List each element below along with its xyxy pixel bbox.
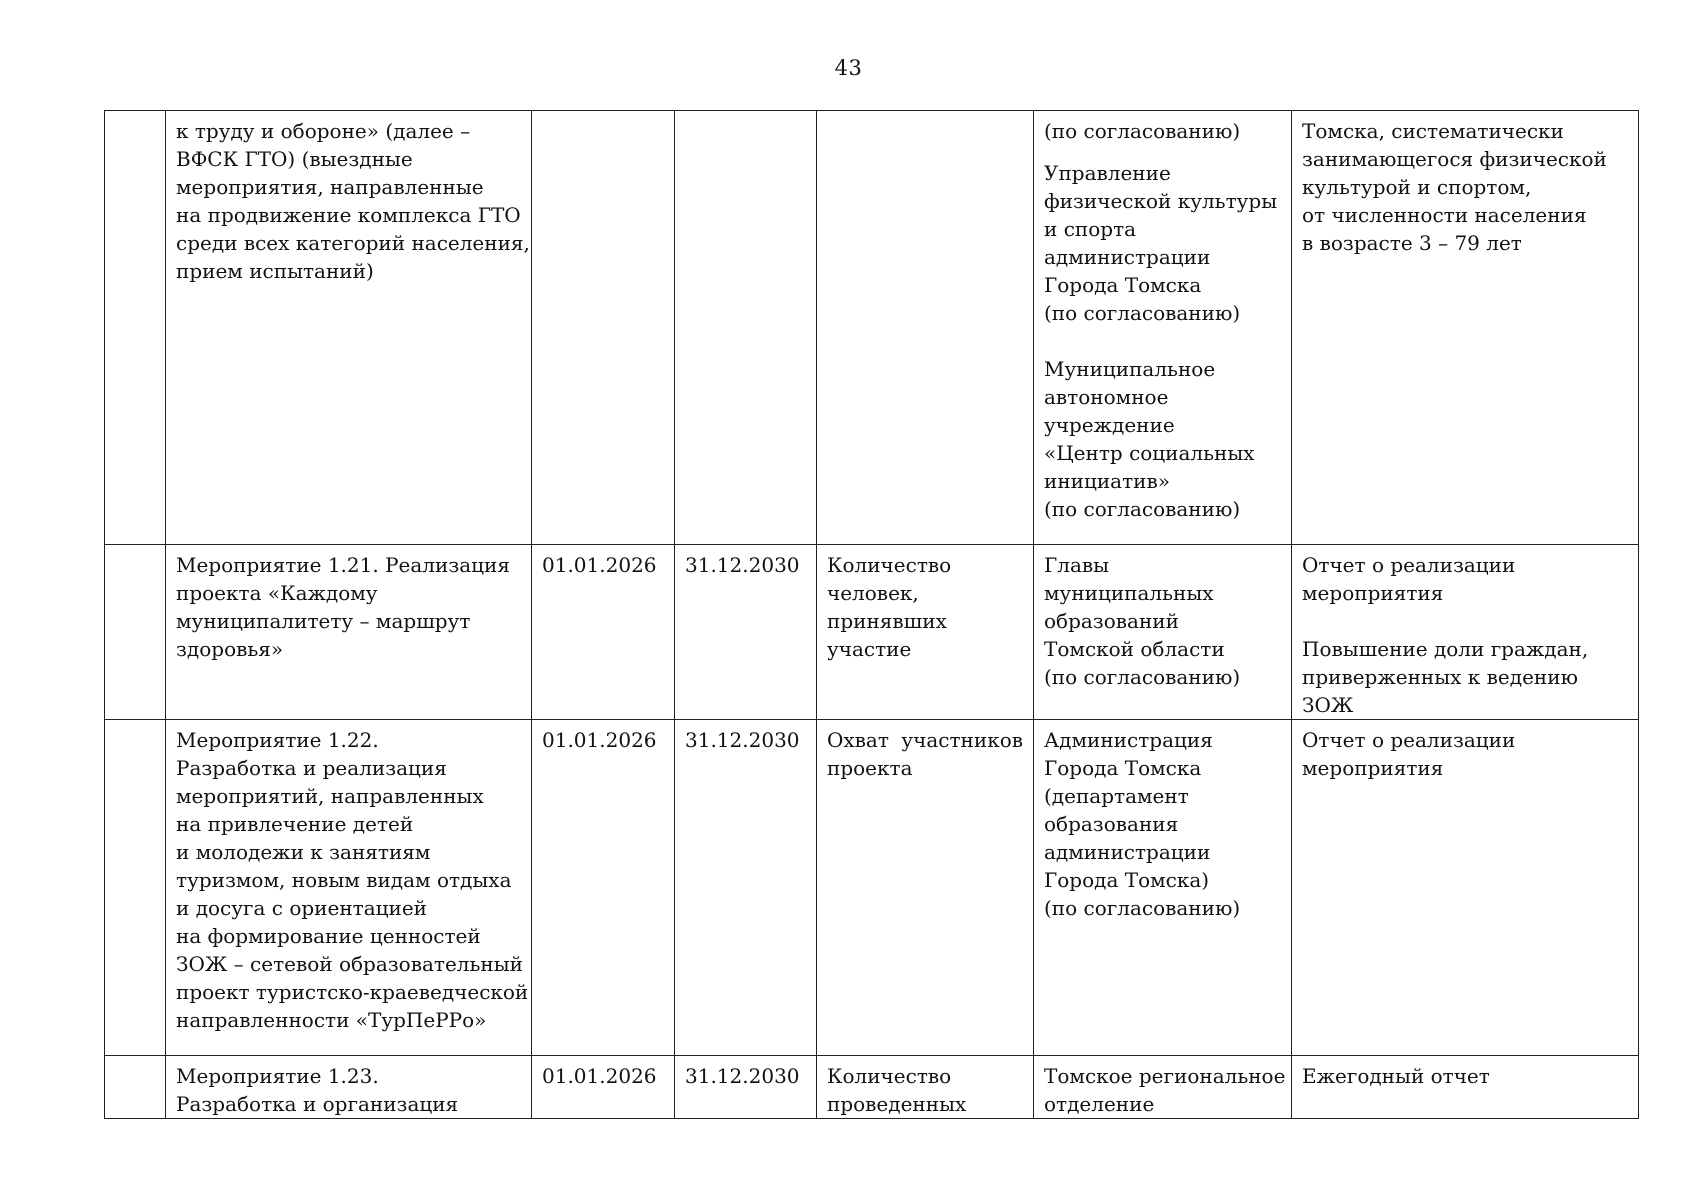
start-date-cell [532, 111, 675, 545]
end-date-cell: 31.12.2030 [675, 720, 817, 1056]
indicator-cell: Количество проведенных [817, 1056, 1034, 1119]
start-date-cell: 01.01.2026 [532, 1056, 675, 1119]
result-cell: Томска, систематически занимающегося физической культурой и спортом, от численности населения в возрасте 3 – 79 лет [1292, 111, 1639, 545]
plan-table [104, 110, 1639, 1119]
start-date-cell: 01.01.2026 [532, 720, 675, 1056]
executor-cell: Томское региональное отделение [1034, 1056, 1292, 1119]
result-cell: Ежегодный отчет [1292, 1056, 1639, 1119]
row-number-cell [105, 1056, 166, 1119]
result-cell: Отчет о реализации мероприятия Повышение доли граждан, приверженных к ведению ЗОЖ [1292, 545, 1639, 720]
indicator-cell: Количество человек, принявших участие [817, 545, 1034, 720]
table-row [105, 1056, 1639, 1119]
page-number: 43 [834, 56, 863, 80]
table-row [105, 545, 1639, 720]
indicator-cell: Охват участников проекта [817, 720, 1034, 1056]
event-cell: Мероприятие 1.22. Разработка и реализация мероприятий, направленных на привлечение детей и молодежи к занятиям туризмом, новым видам отдыха и досуга с ориентацией на формирование ценностей ЗОЖ – сетевой образовательный проект туристско-краеведческой направленности «ТурПеРРо» [166, 720, 532, 1056]
indicator-cell [817, 111, 1034, 545]
event-cell: к труду и обороне» (далее – ВФСК ГТО) (выездные мероприятия, направленные на продвижение комплекса ГТО среди всех категорий населения, прием испытаний) [166, 111, 532, 545]
row-number-cell [105, 720, 166, 1056]
result-cell: Отчет о реализации мероприятия [1292, 720, 1639, 1056]
executor-cell: (по согласованию) Управление физической культуры и спорта администрации Города Томска (по согласованию) Муниципальное автономное учреждение «Центр социальных инициатив» (по согласованию) [1034, 111, 1292, 545]
start-date-cell: 01.01.2026 [532, 545, 675, 720]
row-number-cell [105, 111, 166, 545]
row-number-cell [105, 545, 166, 720]
table-row [105, 720, 1639, 1056]
end-date-cell [675, 111, 817, 545]
event-cell: Мероприятие 1.21. Реализация проекта «Каждому муниципалитету – маршрут здоровья» [166, 545, 532, 720]
executor-cell: Главы муниципальных образований Томской области (по согласованию) [1034, 545, 1292, 720]
end-date-cell: 31.12.2030 [675, 545, 817, 720]
end-date-cell: 31.12.2030 [675, 1056, 817, 1119]
table-row [105, 111, 1639, 545]
executor-cell: Администрация Города Томска (департамент образования администрации Города Томска) (по согласованию) [1034, 720, 1292, 1056]
event-cell: Мероприятие 1.23. Разработка и организация [166, 1056, 532, 1119]
